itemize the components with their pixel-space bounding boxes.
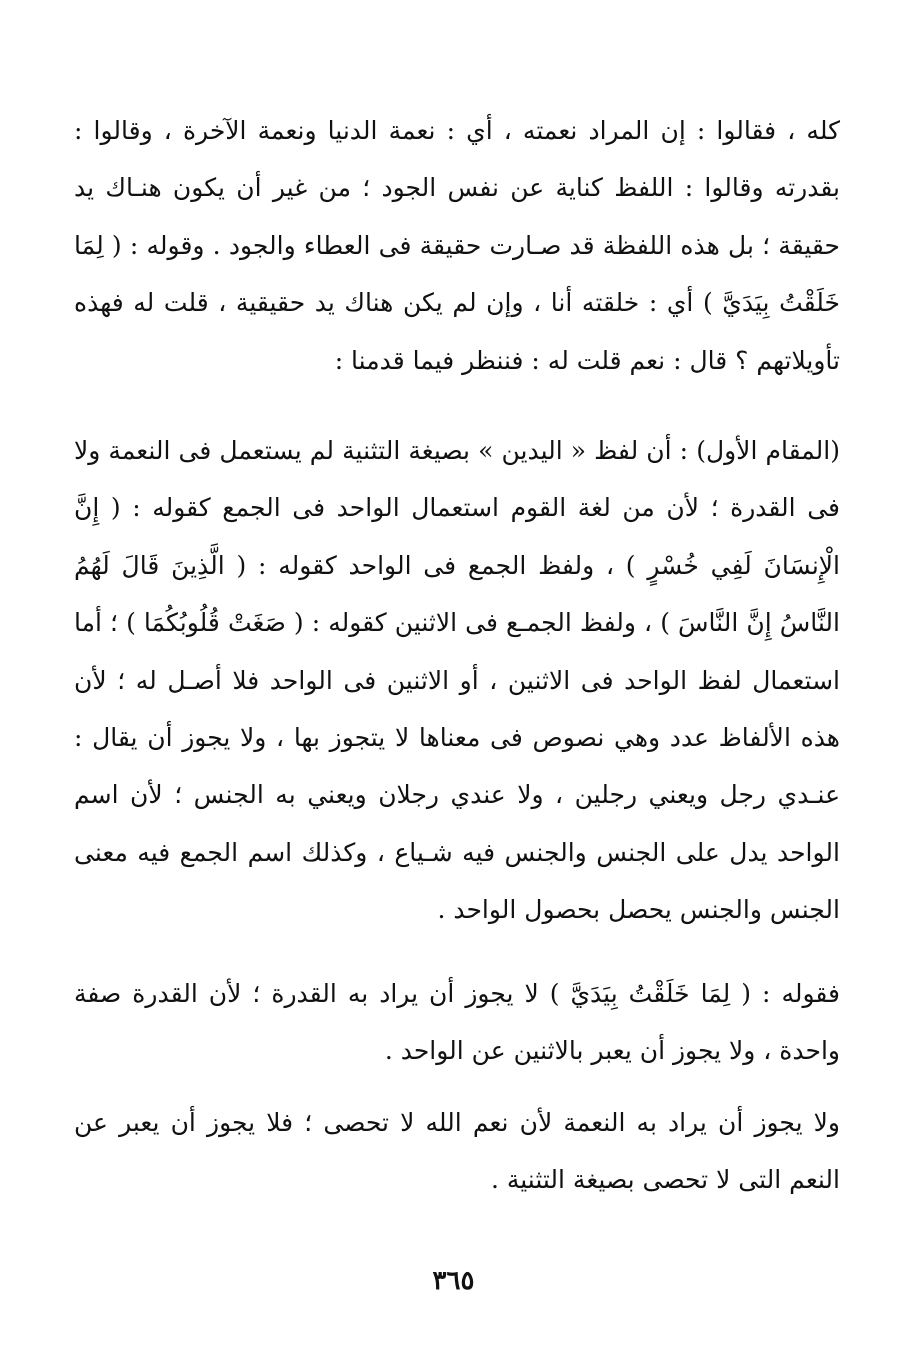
- paragraph-3: فقوله : ( لِمَا خَلَقْتُ بِيَدَيَّ ) لا يجوز أن يراد به القدرة ؛ لأن القدرة صفة واحدة ، ولا يجوز أن يعبر بالاثنين عن الواحد .: [74, 978, 840, 1066]
- page-body: [74, 102, 840, 1208]
- paragraph-2: (المقام الأول) : أن لفظ « اليدين » بصيغة التثنية لم يستعمل فى النعمة ولا فى القدرة ؛ لأن من لغة القوم استعمال الواحد فى الجمع كقوله : ( إِنَّ الْإِنسَانَ لَفِي خُسْرٍ ) ، ولفظ الجمع فى الواحد كقوله : ( الَّذِينَ قَالَ لَهُمُ النَّاسُ إِنَّ النَّاسَ ) ، ولفظ الجمـع فى الاثنين كقوله : ( صَغَتْ قُلُوبُكُمَا ) ؛ أما استعمال لفظ الواحد فى الاثنين ، أو الاثنين فى الواحد فلا أصـل له ؛ لأن هذه الألفاظ عدد وهي نصوص فى معناها لا يتجوز بها ، ولا يجوز أن يقال : عنـدي رجل ويعني رجلين ، ولا عندي رجلان ويعني به الجنس ؛ لأن اسم الواحد يدل على الجنس والجنس فيه شـياع ، وكذلك اسم الجمع فيه معنى الجنس والجنس يحصل بحصول الواحد .: [74, 436, 840, 925]
- paragraph-1: كله ، فقالوا : إن المراد نعمته ، أي : نعمة الدنيا ونعمة الآخرة ، وقالوا : بقدرته وقالوا : اللفظ كناية عن نفس الجود ؛ من غير أن يكون هنـاك يد حقيقة ؛ بل هذه اللفظة قد صـارت حقيقة فى العطاء والجود . وقوله : ( لِمَا خَلَقْتُ بِيَدَيَّ ) أي : خلقته أنا ، وإن لم يكن هناك يد حقيقية ، قلت له فهذه تأويلاتهم ؟ قال : نعم قلت له : فننظر فيما قدمنا :: [74, 116, 840, 375]
- paragraph-4: ولا يجوز أن يراد به النعمة لأن نعم الله لا تحصى ؛ فلا يجوز أن يعبر عن النعم التى لا تحصى بصيغة التثنية .: [74, 1107, 840, 1194]
- page-number: ٣٦٥: [432, 1266, 475, 1296]
